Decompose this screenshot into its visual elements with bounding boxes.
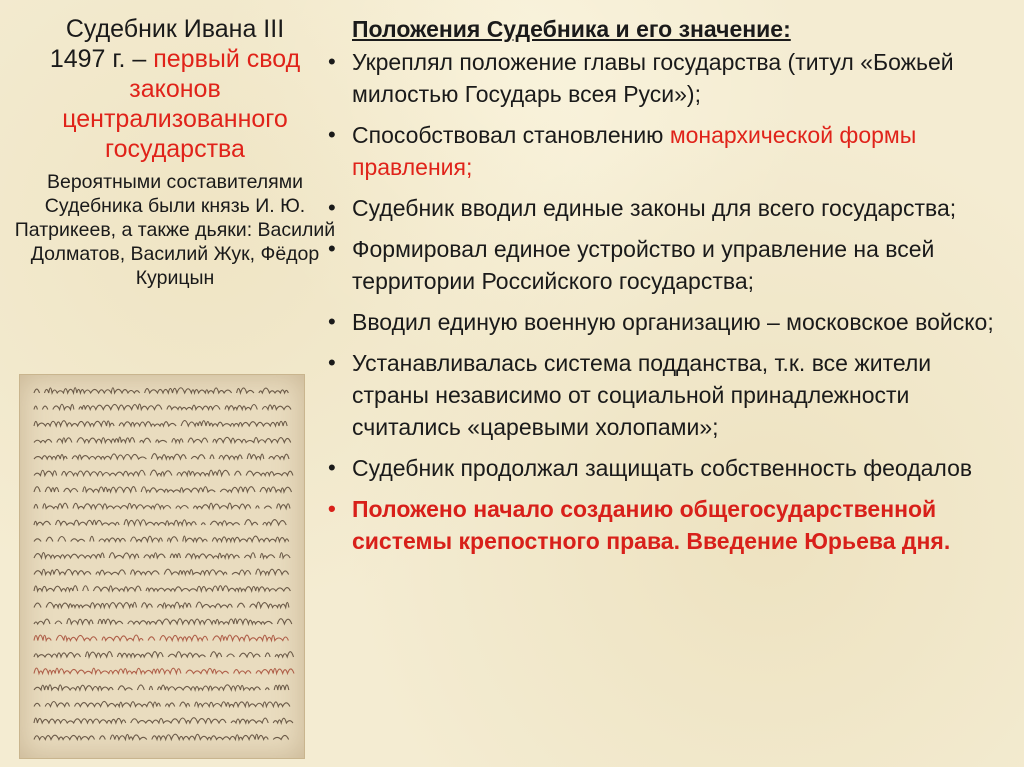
- document-title: [14, 14, 336, 164]
- manuscript-line: [34, 470, 293, 475]
- list-item-text: Вводил единую военную организацию – московское войско;: [352, 309, 994, 335]
- manuscript-line: [34, 602, 289, 608]
- list-item-text: Судебник вводил единые законы для всего государства;: [352, 195, 957, 221]
- list-item-text: Способствовал становлению: [352, 122, 670, 148]
- manuscript-line: [34, 404, 296, 409]
- manuscript-line: [34, 520, 291, 525]
- title-red-text: первый свод законов централизованного государства: [62, 45, 301, 163]
- manuscript-line: [34, 569, 289, 575]
- left-column: [14, 14, 336, 290]
- list-item: [328, 192, 1012, 224]
- manuscript-line: [34, 586, 290, 591]
- manuscript-line: [34, 635, 288, 641]
- title-line-2: 1497 г. –: [49, 45, 147, 73]
- manuscript-line: [34, 734, 294, 739]
- list-item-text: Устанавливалась система подданства, т.к. все жители страны независимо от социальной принадлежности считались «царевыми холопами»;: [352, 350, 932, 440]
- authors-text: Вероятными составителями Судебника были князь И. Ю. Патрикеев, а также дьяки: Василий Долматов, Василий Жук, Фёдор Курицын: [14, 171, 336, 289]
- provisions-list: [328, 46, 1012, 557]
- list-item-text: Положено начало созданию общегосударственной системы крепостного права. Введение Юрьева дня.: [352, 496, 951, 554]
- manuscript-line: [34, 503, 290, 508]
- list-item: [328, 452, 1012, 484]
- bullet-icon: •: [328, 309, 336, 334]
- section-heading: Положения Судебника и его значение:: [352, 16, 791, 42]
- manuscript-line: [34, 388, 293, 393]
- manuscript-line: [34, 619, 297, 624]
- bullet-icon: •: [328, 350, 336, 375]
- manuscript-line: [34, 685, 289, 690]
- manuscript-line: [34, 437, 296, 442]
- manuscript-line: [34, 487, 296, 492]
- manuscript-line: [34, 421, 292, 427]
- bullet-icon: •: [328, 236, 336, 261]
- bullet-icon: •: [328, 455, 336, 480]
- list-item-text: Укреплял положение главы государства (титул «Божьей милостью Государь всея Руси»);: [352, 49, 954, 107]
- right-column: [328, 14, 1012, 566]
- bullet-icon: •: [328, 195, 336, 220]
- manuscript-line: [34, 536, 294, 541]
- manuscript-line: [34, 652, 294, 657]
- list-item: [328, 119, 1012, 183]
- list-item: [328, 233, 1012, 297]
- title-line-1: Судебник Ивана III: [65, 15, 285, 43]
- list-item-highlight: [328, 493, 1012, 557]
- list-item: [328, 306, 1012, 338]
- list-item-red-text: монархической формы правления;: [352, 122, 917, 180]
- manuscript-line: [34, 553, 290, 558]
- list-item-text: Формировал единое устройство и управление на всей территории Российского государства;: [352, 236, 935, 294]
- list-item: [328, 347, 1012, 443]
- manuscript-line: [34, 701, 290, 706]
- manuscript-page-image: [19, 374, 305, 759]
- manuscript-line: [34, 718, 293, 723]
- list-item-text: Судебник продолжал защищать собственность феодалов: [352, 455, 973, 481]
- manuscript-line: [34, 668, 294, 673]
- bullet-icon: •: [328, 122, 336, 147]
- bullet-icon: •: [328, 49, 336, 74]
- bullet-icon: •: [328, 496, 336, 521]
- list-item: [328, 46, 1012, 110]
- manuscript-line: [34, 454, 289, 459]
